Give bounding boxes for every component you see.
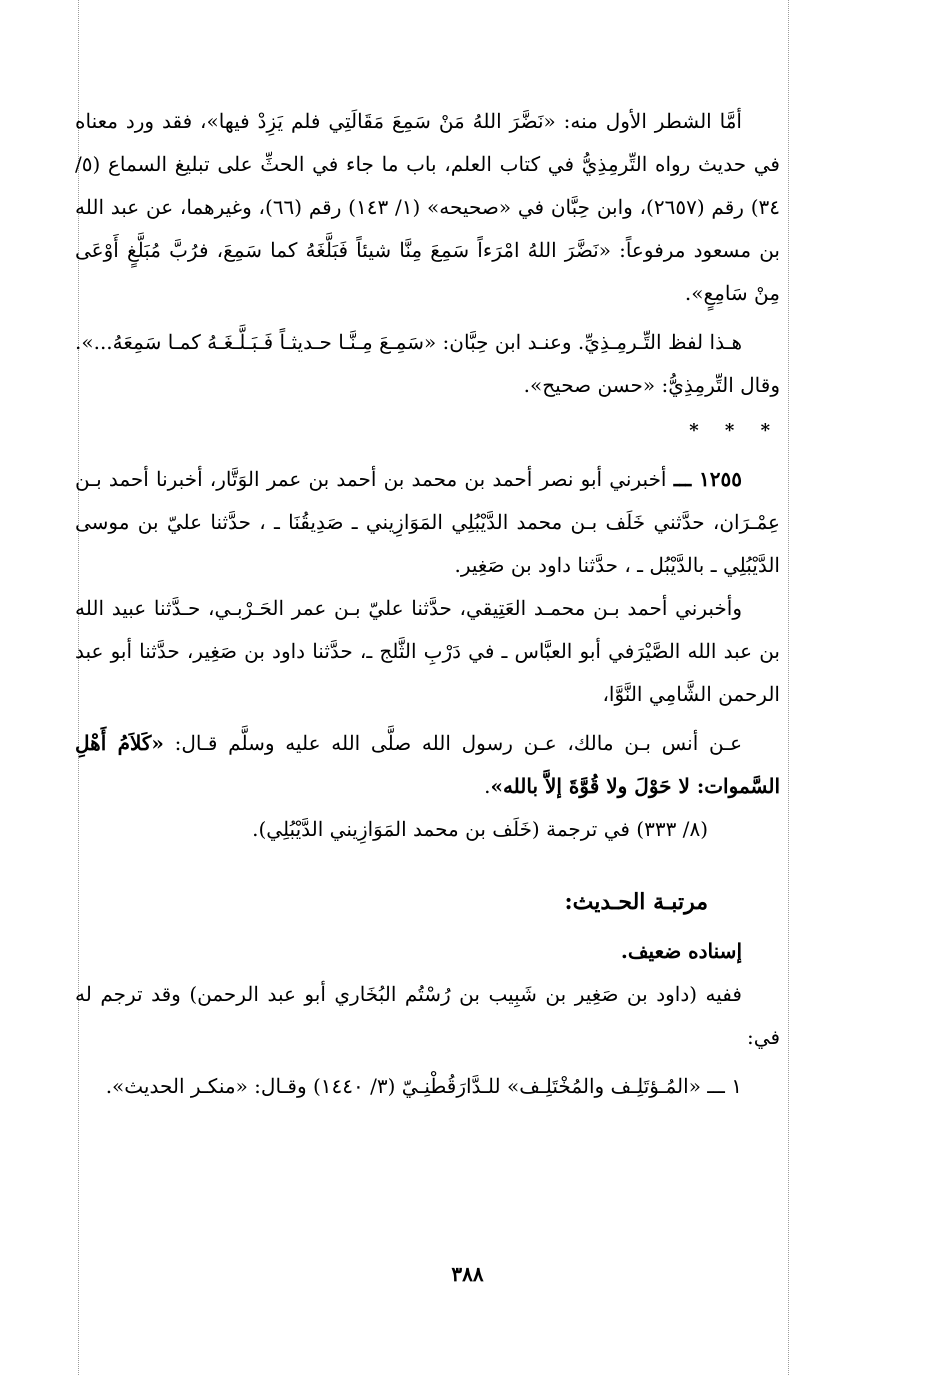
source-reference: (٨/ ٣٣٣) في ترجمة (خَلَف بن محمد المَوَازِيني الدَّيْبُلِي). bbox=[252, 817, 708, 841]
page-number: ٣٨٨ bbox=[451, 1262, 484, 1286]
hadith-isnad-text: أخبرني أبو نصر أحمد بن محمد بن أحمد بن عمر الوَتَّار، أخبرنا أحمد بـن عِمْـرَان، حدَّثني خَلَف بـن محمد الدَّيْبُلِي المَوَازِيني ـ صَدِيقُنَا ـ ، حدَّثنا عليّ بن موسى الدَّيْبُلِي ـ بالدَّيْبُل ـ ، حدَّثنا داود بن صَغِير. bbox=[75, 467, 780, 577]
paragraph-wording-note: هـذا لفظ التِّـرمِـذِيِّ. وعنـد ابن حِبَّان: «سَمِـعَ مِـنَّـا حـديثـاً فَـبَـلَّـغَـهُ كمـا سَمِعَهُ...». وقال التِّرمِذِيُّ: «حسن صحيح». bbox=[75, 330, 780, 397]
hadith-matn-quote: «كَلاَمُ أَهْلِ السَّموات: لا حَوْلَ ولا قُوَّةَ إلاَّ بالله» bbox=[75, 731, 780, 798]
right-margin-guide bbox=[788, 0, 789, 1375]
hadith-matn bbox=[75, 722, 780, 808]
paragraph-narrator-note: ففيه (داود بن صَغِير بن شَبِيب بن رُسْتُم البُخَاري أبو عبد الرحمن) وقد ترجم له في: bbox=[75, 982, 780, 1049]
page-body bbox=[75, 100, 780, 1108]
hadith-matn-end: . bbox=[484, 774, 491, 798]
hadith-isnad-second-chain: وأخبرني أحمد بـن محمـد العَتِيقي، حدَّثنا عليّ بـن عمر الحَـرْبـي، حـدَّثنا عبيد الله بن عبد الله الصَّيْرَفي أبو العبَّاس ـ في دَرْبِ الثَّلج ـ، حدَّثنا داود بن صَغِير، حدَّثنا أبو عبد الرحمن الشَّامِي النَّوَّا، bbox=[75, 596, 780, 706]
isnad-grade: إسناده ضعيف. bbox=[620, 939, 742, 963]
section-heading-hadith-grade: مرتبـة الحـديث: bbox=[564, 889, 708, 915]
hadith-matn-intro: عـن أنس بـن مالك، عـن رسول الله صلَّى الله عليه وسلَّم قـال: bbox=[163, 731, 742, 755]
hadith-number: ١٢٥٥ ـــ bbox=[673, 467, 743, 491]
paragraph-reference-list-item: ١ ـــ «المُـؤتَلِـف والمُخْتَلِـف» للـدَّارَقُطْنِـيّ (٣/ ١٤٤٠) وقـال: «منكـر الحديث». bbox=[105, 1074, 742, 1098]
paragraph-first-half-explanation: أمَّا الشطر الأول منه: «نَضَّرَ اللهُ مَنْ سَمِعَ مَقَالَتِي فلم يَزِدْ فيها»، فقد ورد معناه في حديث رواه التِّرمِذِيُّ في كتاب العلم، باب ما جاء في الحثِّ على تبليغ السماع (٥/ ٣٤) رقم (٢٦٥٧)، وابن حِبَّان في «صحيحه» (١/ ١٤٣) رقم (٦٦)، وغيرهما، عن عبد الله بن مسعود مرفوعاً: «نَضَّرَ اللهُ امْرَءاً سَمِعَ مِنَّا شيئاً فَبَلَّغَهُ كما سَمِعَ، فرُبَّ مُبَلَّغٍ أَوْعَى مِنْ سَامِعٍ». bbox=[75, 109, 780, 305]
hadith-isnad-first-chain bbox=[75, 458, 780, 587]
section-separator-stars: * * * bbox=[689, 420, 780, 441]
